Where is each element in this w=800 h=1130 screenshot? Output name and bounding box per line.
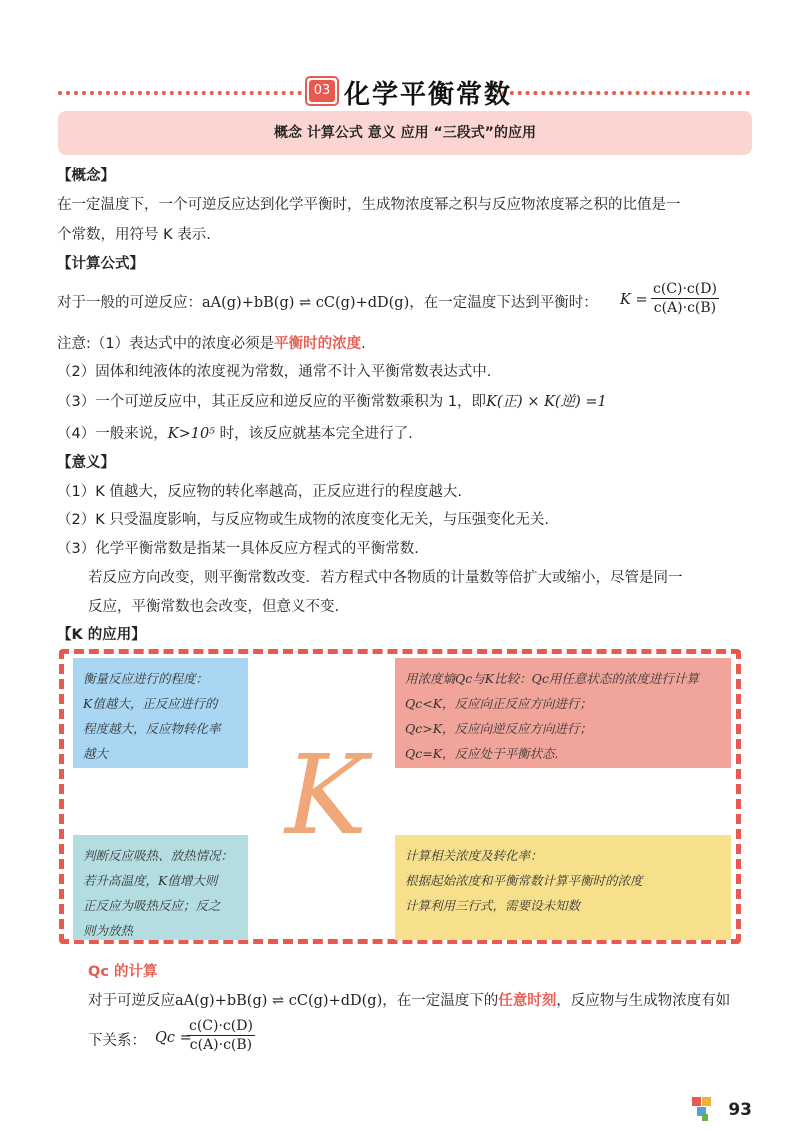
qc-line-2: 下关系： — [88, 1033, 146, 1049]
concept-heading: 【概念】 — [57, 168, 115, 184]
meaning-heading: 【意义】 — [57, 455, 115, 471]
header-dots-right — [502, 91, 750, 95]
qc-symbol: Qc = — [155, 1030, 192, 1046]
meaning-1: （1）K 值越大，反应物的转化率越高，正反应进行的程度越大. — [57, 484, 462, 500]
k-fraction — [651, 281, 719, 316]
qc-highlight: 任意时刻 — [498, 993, 557, 1009]
k-symbol: K = — [620, 292, 648, 308]
card-degree: 衡量反应进行的程度： K值越大，正反应进行的 程度越大，反应物转化率 越大 — [73, 658, 248, 768]
note-4: （4）一般来说，K>10⁵ 时，该反应就基本完全进行了. — [57, 426, 413, 442]
page-title: 化学平衡常数 — [344, 80, 513, 110]
meaning-3-line-3: 反应，平衡常数也会改变，但意义不变. — [88, 599, 340, 615]
card-concentration: 计算相关浓度及转化率： 根据起始浓度和平衡常数计算平衡时的浓度 计算利用三行式，需要设未知数 — [395, 835, 731, 940]
k-threshold: K>10⁵ — [167, 426, 215, 442]
meaning-2: （2）K 只受温度影响，与反应物或生成物的浓度变化无关，与压强变化无关. — [57, 512, 549, 528]
qc-reaction: aA(g)+bB(g) ⇌ cC(g)+dD(g) — [175, 993, 383, 1009]
publisher-logo-icon — [690, 1095, 716, 1123]
qc-denominator: c(A)·c(B) — [189, 1037, 253, 1053]
card-heat: 判断反应吸热、放热情况： 若升高温度，K值增大则 正反应为吸热反应；反之 则为放热 — [73, 835, 248, 940]
card-qc-compare: 用浓度熵Qc与K比较：Qc用任意状态的浓度进行计算 Qc<K，反应向正反应方向进行； Qc>K，反应向逆反应方向进行； Qc=K，反应处于平衡状态. — [395, 658, 731, 768]
concept-line-1: 在一定温度下，一个可逆反应达到化学平衡时，生成物浓度幂之积与反应物浓度幂之积的比值是一 — [57, 197, 681, 213]
topic-bar: 概念 计算公式 意义 应用 “三段式”的应用 — [58, 111, 752, 155]
formula-heading: 【计算公式】 — [57, 256, 144, 272]
qc-heading: Qc 的计算 — [88, 964, 158, 980]
note-2: （2）固体和纯液体的浓度视为常数，通常不计入平衡常数表达式中. — [57, 364, 492, 380]
k-product-formula: K(正) × K(逆) =1 — [486, 394, 607, 410]
k-denominator: c(A)·c(B) — [653, 300, 717, 316]
formula-line: 对于一般的可逆反应：aA(g)+bB(g) ⇌ cC(g)+dD(g)，在一定温度下达到平衡时： — [57, 295, 598, 311]
note-1: 注意:（1）表达式中的浓度必须是平衡时的浓度. — [57, 336, 366, 352]
header-dots-left — [58, 91, 302, 95]
qc-fraction — [187, 1018, 255, 1053]
application-heading: 【K 的应用】 — [57, 627, 146, 643]
qc-line-1: 对于可逆反应aA(g)+bB(g) ⇌ cC(g)+dD(g)，在一定温度下的任意时刻，反应物与生成物浓度有如 — [88, 993, 731, 1009]
meaning-3-line-2: 若反应方向改变，则平衡常数改变．若方程式中各物质的计量数等倍扩大或缩小，尽管是同一 — [88, 570, 683, 586]
center-k-letter: K — [285, 731, 368, 859]
k-numerator: c(C)·c(D) — [653, 281, 717, 297]
meaning-3: （3）化学平衡常数是指某一具体反应方程式的平衡常数. — [57, 541, 419, 557]
page-number: 93 — [728, 1100, 752, 1120]
qc-numerator: c(C)·c(D) — [189, 1018, 253, 1034]
chapter-number-badge: 03 — [305, 76, 339, 106]
note-1-highlight: 平衡时的浓度 — [274, 336, 362, 352]
concept-line-2: 个常数，用符号 K 表示. — [57, 227, 211, 243]
note-3: （3）一个可逆反应中，其正反应和逆反应的平衡常数乘积为 1，即K(正) × K(逆) =1 — [57, 394, 607, 410]
general-reaction: aA(g)+bB(g) ⇌ cC(g)+dD(g) — [202, 295, 410, 311]
